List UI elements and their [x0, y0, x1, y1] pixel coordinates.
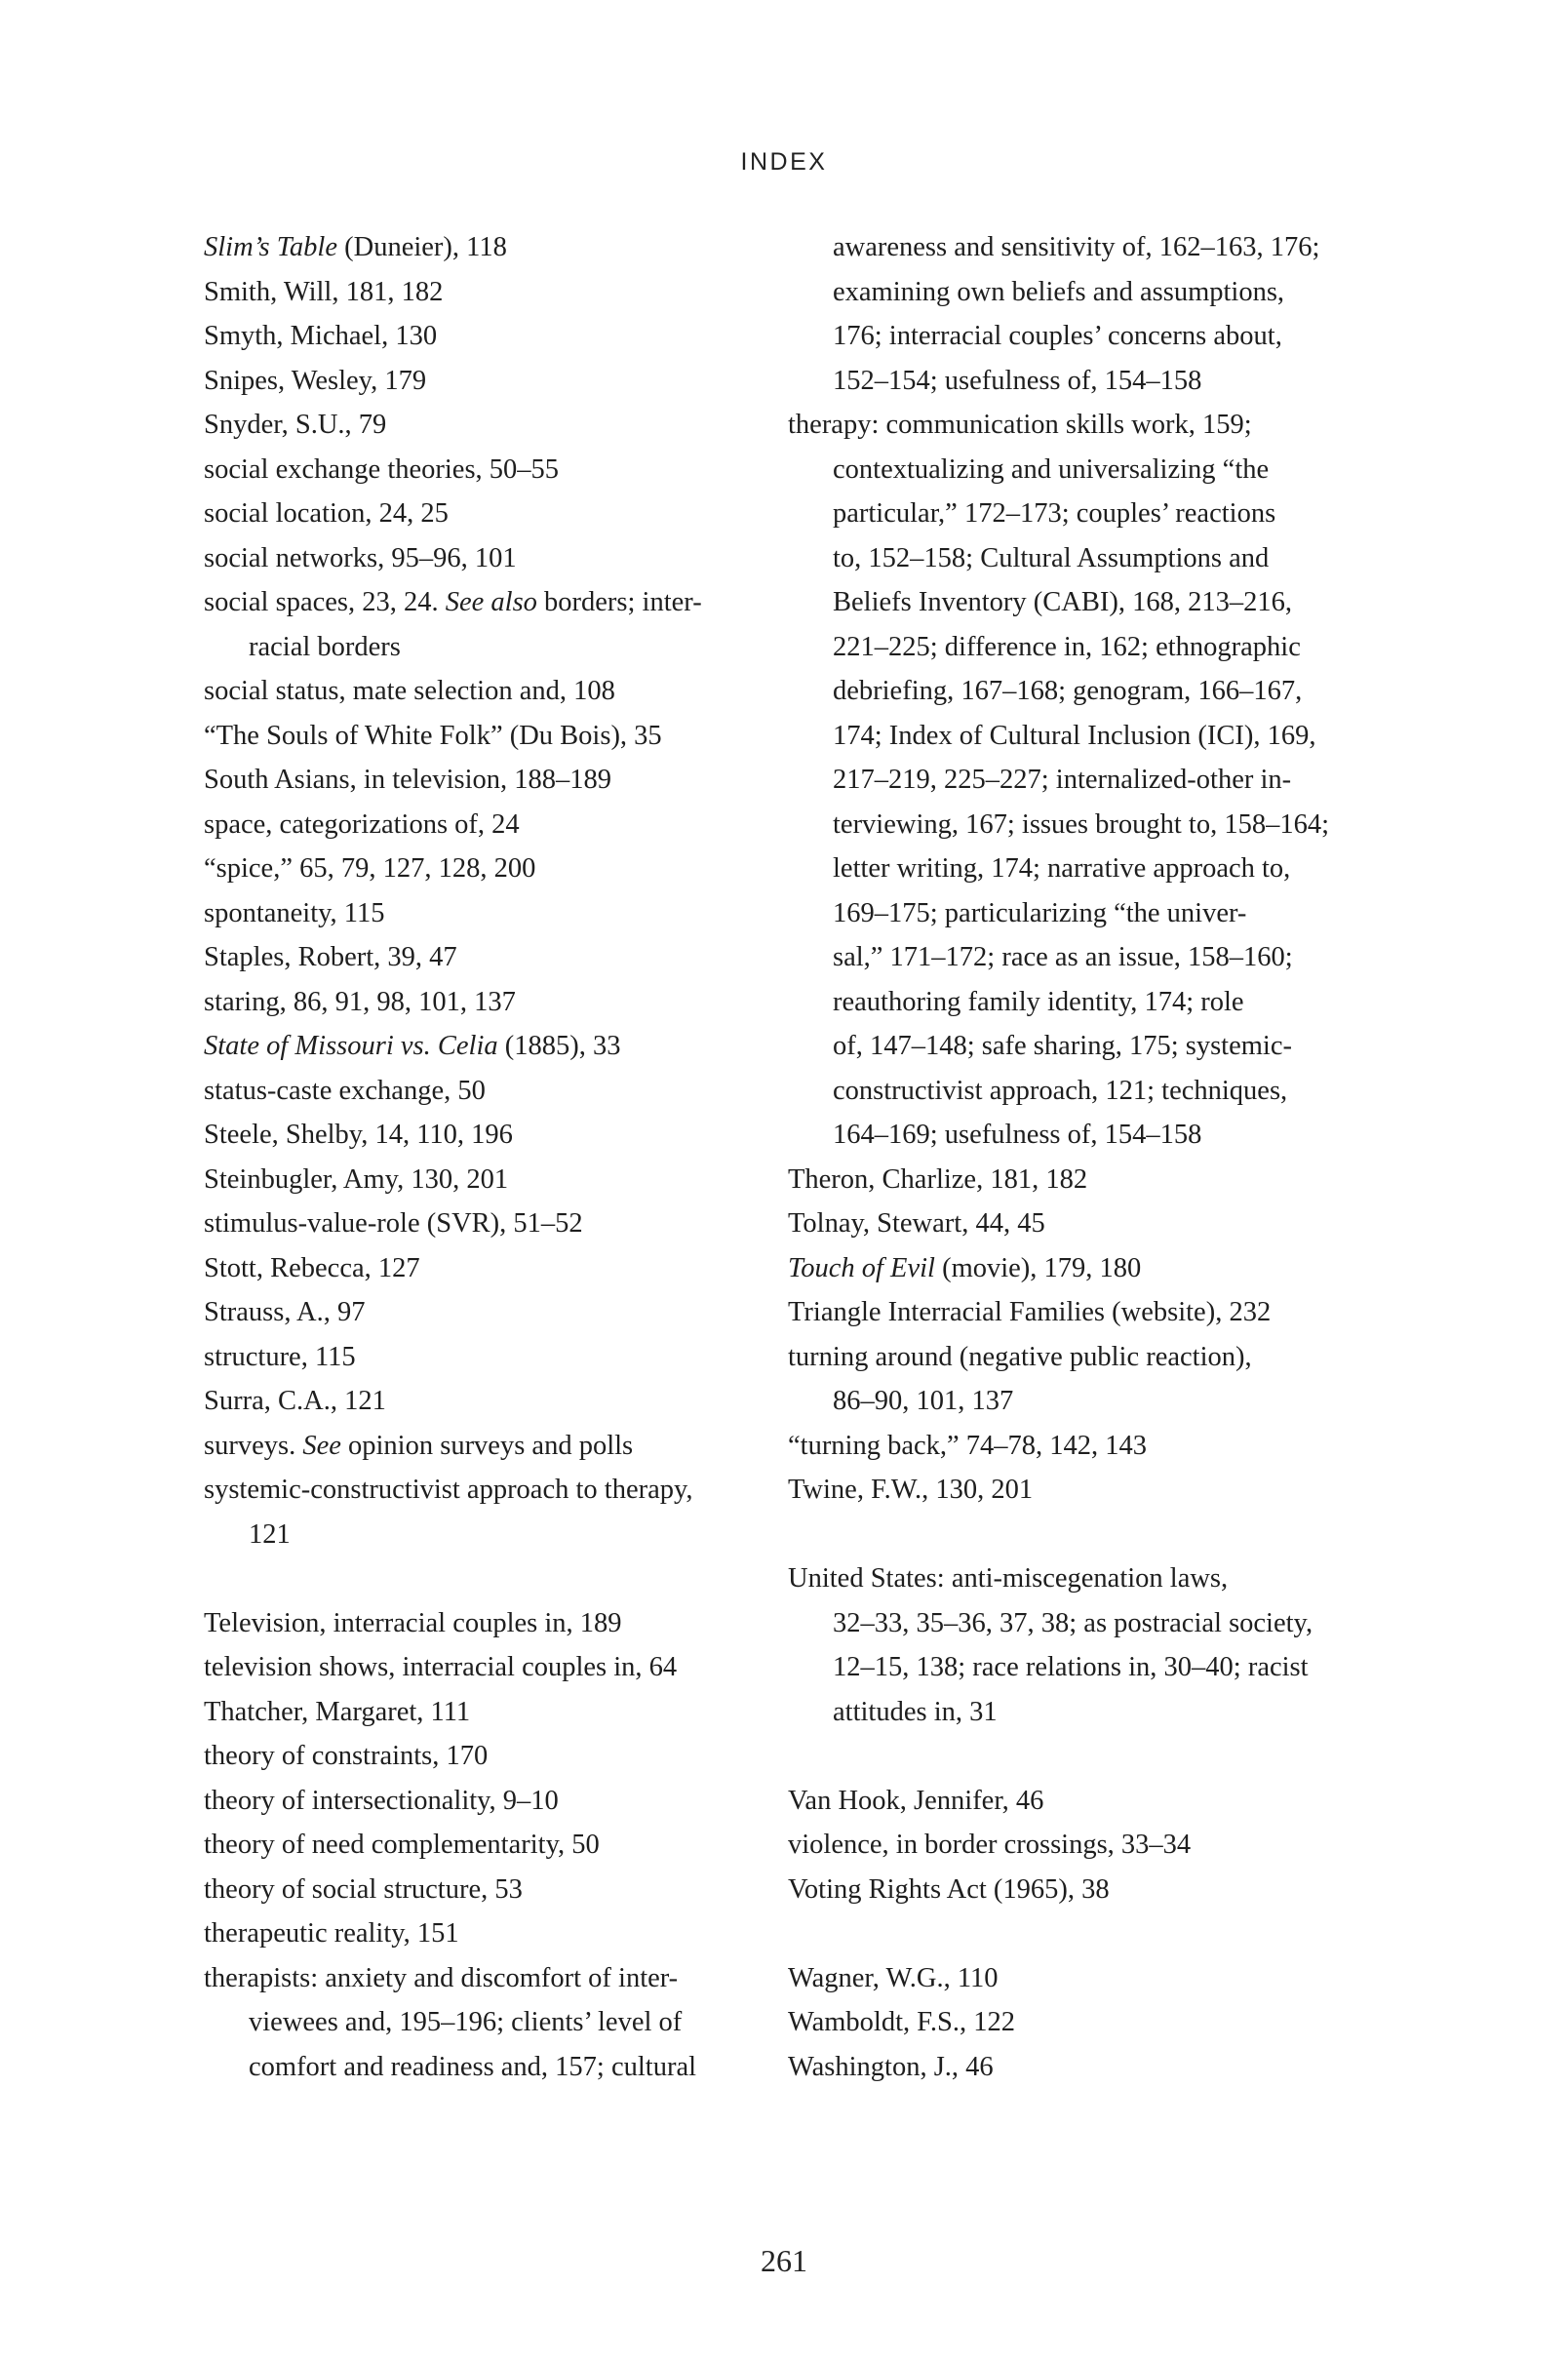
italic-title: See — [302, 1430, 341, 1461]
index-entry-continuation: debriefing, 167–168; genogram, 166–167, — [833, 676, 1303, 706]
entry-spacer — [204, 1556, 750, 1601]
entry-spacer — [788, 1513, 1373, 1557]
index-entry: violence, in border crossings, 33–34 — [788, 1830, 1192, 1860]
entry-text: (1885), 33 — [497, 1031, 621, 1061]
index-entry: Strauss, A., 97 — [204, 1297, 366, 1327]
index-entry — [204, 225, 750, 270]
index-entry: Snipes, Wesley, 179 — [204, 365, 427, 396]
index-entry: therapy: communication skills work, 159; — [788, 410, 1252, 440]
entry-spacer — [788, 1911, 1373, 1956]
index-entry: Twine, F.W., 130, 201 — [788, 1475, 1034, 1505]
index-entry-continuation: 169–175; particularizing “the univer- — [833, 897, 1247, 928]
index-entry: Thatcher, Margaret, 111 — [204, 1696, 471, 1727]
index-column-left — [204, 225, 750, 2089]
index-entry-continuation: attitudes in, 31 — [833, 1696, 998, 1727]
index-entry-continuation: 221–225; difference in, 162; ethnographic — [833, 631, 1301, 662]
running-head: INDEX — [740, 148, 828, 176]
index-entry: Washington, J., 46 — [788, 2051, 994, 2082]
index-entry: turning around (negative public reaction), — [788, 1341, 1252, 1372]
index-entry: Stott, Rebecca, 127 — [204, 1252, 420, 1283]
index-entry: structure, 115 — [204, 1341, 356, 1372]
index-entry-continuation: examining own beliefs and assumptions, — [833, 276, 1285, 307]
index-entry: Staples, Robert, 39, 47 — [204, 942, 457, 972]
entry-text: social spaces, 23, 24. — [204, 587, 446, 617]
index-column-right — [788, 225, 1373, 2089]
entry-text: surveys. — [204, 1430, 303, 1461]
index-entry: Steinbugler, Amy, 130, 201 — [204, 1163, 509, 1195]
index-entry: “The Souls of White Folk” (Du Bois), 35 — [204, 720, 662, 751]
italic-title: Touch of Evil — [788, 1252, 935, 1283]
index-entry — [204, 1024, 750, 1069]
page-number: 261 — [761, 2243, 807, 2278]
index-entry — [204, 580, 750, 625]
index-entry-continuation: 217–219, 225–227; internalized-other in- — [833, 765, 1292, 795]
index-entry: social networks, 95–96, 101 — [204, 542, 517, 573]
index-entry: theory of constraints, 170 — [204, 1741, 489, 1771]
index-entry: theory of intersectionality, 9–10 — [204, 1785, 559, 1816]
index-entry-continuation: racial borders — [249, 631, 401, 662]
index-entry-continuation: 32–33, 35–36, 37, 38; as postracial society, — [833, 1607, 1313, 1638]
entry-text: borders; inter- — [536, 587, 702, 617]
index-entry: social location, 24, 25 — [204, 498, 449, 529]
index-entry-continuation: 12–15, 138; race relations in, 30–40; racist — [833, 1652, 1309, 1682]
index-entry-continuation: 152–154; usefulness of, 154–158 — [833, 365, 1202, 396]
index-entry: television shows, interracial couples in, 64 — [204, 1652, 678, 1682]
index-entry-continuation: sal,” 171–172; race as an issue, 158–160; — [833, 942, 1293, 972]
italic-title: See also — [445, 587, 537, 617]
index-entry: Van Hook, Jennifer, 46 — [788, 1785, 1044, 1816]
index-entry — [788, 1246, 1373, 1291]
index-entry-continuation: constructivist approach, 121; techniques, — [833, 1075, 1288, 1106]
index-entry: Television, interracial couples in, 189 — [204, 1607, 622, 1638]
index-entry: therapists: anxiety and discomfort of inter- — [204, 1962, 679, 1993]
index-entry: Wamboldt, F.S., 122 — [788, 2007, 1015, 2037]
index-entry-continuation: of, 147–148; safe sharing, 175; systemic- — [833, 1031, 1292, 1061]
index-entry-continuation: awareness and sensitivity of, 162–163, 176; — [833, 232, 1320, 262]
index-entry: United States: anti-miscegenation laws, — [788, 1563, 1229, 1594]
entry-spacer — [788, 1734, 1373, 1779]
index-entry-continuation: particular,” 172–173; couples’ reactions — [833, 498, 1276, 529]
index-entry: spontaneity, 115 — [204, 897, 385, 928]
index-entry-continuation: contextualizing and universalizing “the — [833, 453, 1270, 485]
index-entry: Surra, C.A., 121 — [204, 1386, 386, 1416]
index-entry: social exchange theories, 50–55 — [204, 453, 560, 485]
index-entry: stimulus-value-role (SVR), 51–52 — [204, 1208, 583, 1239]
index-entry-continuation: letter writing, 174; narrative approach to, — [833, 853, 1291, 884]
index-entry: theory of social structure, 53 — [204, 1873, 523, 1905]
index-entry: systemic-constructivist approach to therapy, — [204, 1475, 693, 1505]
index-entry-continuation: 176; interracial couples’ concerns about, — [833, 321, 1282, 351]
entry-text: (movie), 179, 180 — [934, 1252, 1142, 1283]
index-entry: Tolnay, Stewart, 44, 45 — [788, 1208, 1045, 1239]
index-entry: social status, mate selection and, 108 — [204, 676, 615, 706]
index-entry: theory of need complementarity, 50 — [204, 1830, 600, 1860]
index-entry-continuation: Beliefs Inventory (CABI), 168, 213–216, — [833, 587, 1292, 617]
entry-text: (Duneier), 118 — [337, 232, 507, 262]
index-entry-continuation: viewees and, 195–196; clients’ level of — [249, 2007, 683, 2037]
index-entry: Smith, Will, 181, 182 — [204, 276, 444, 307]
index-entry — [204, 1424, 750, 1469]
index-entry-continuation: terviewing, 167; issues brought to, 158–164; — [833, 808, 1330, 840]
index-entry-continuation: 164–169; usefulness of, 154–158 — [833, 1120, 1202, 1150]
index-entry: Smyth, Michael, 130 — [204, 321, 438, 351]
index-entry-continuation: reauthoring family identity, 174; role — [833, 986, 1244, 1017]
entry-text: opinion surveys and polls — [340, 1430, 634, 1461]
index-entry: Snyder, S.U., 79 — [204, 410, 387, 440]
index-entry: Steele, Shelby, 14, 110, 196 — [204, 1120, 513, 1150]
index-entry: therapeutic reality, 151 — [204, 1918, 459, 1949]
index-entry-continuation: 86–90, 101, 137 — [833, 1386, 1014, 1416]
index-entry-continuation: 121 — [249, 1518, 291, 1550]
italic-title: State of Missouri vs. Celia — [204, 1031, 498, 1061]
index-entry: Wagner, W.G., 110 — [788, 1962, 999, 1993]
index-entry: status-caste exchange, 50 — [204, 1075, 486, 1106]
index-entry: Theron, Charlize, 181, 182 — [788, 1163, 1088, 1195]
index-entry: staring, 86, 91, 98, 101, 137 — [204, 986, 516, 1017]
index-entry: Triangle Interracial Families (website), 232 — [788, 1297, 1272, 1327]
index-entry: Voting Rights Act (1965), 38 — [788, 1873, 1110, 1905]
index-entry: space, categorizations of, 24 — [204, 808, 520, 840]
index-entry: “spice,” 65, 79, 127, 128, 200 — [204, 853, 536, 884]
index-entry-continuation: comfort and readiness and, 157; cultural — [249, 2051, 697, 2082]
index-entry-continuation: 174; Index of Cultural Inclusion (ICI), 169, — [833, 720, 1316, 751]
index-entry: South Asians, in television, 188–189 — [204, 765, 612, 795]
index-entry-continuation: to, 152–158; Cultural Assumptions and — [833, 542, 1270, 573]
italic-title: Slim’s Table — [204, 232, 338, 262]
index-entry: “turning back,” 74–78, 142, 143 — [788, 1430, 1148, 1461]
